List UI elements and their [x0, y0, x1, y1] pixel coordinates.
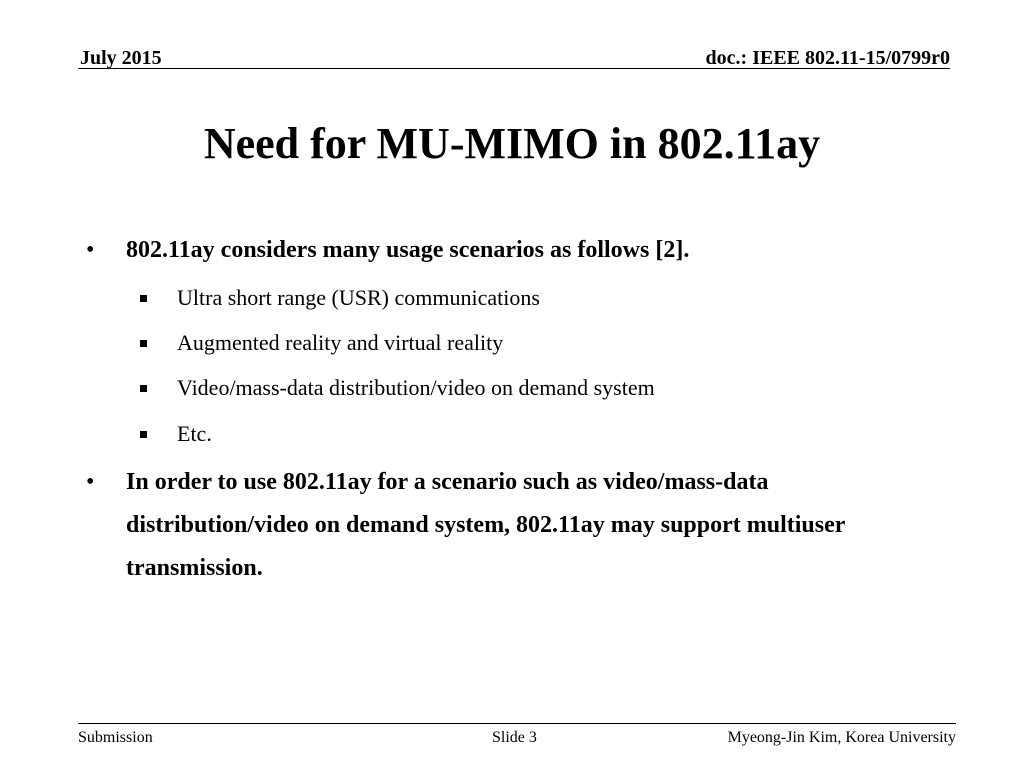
square-bullet-icon: [140, 431, 147, 438]
sub-bullet-text: Video/mass-data distribution/video on demand system: [177, 375, 655, 400]
sub-bullet-text: Etc.: [177, 421, 212, 446]
sub-bullet-item: [140, 374, 900, 402]
footer-slide-number: Slide 3: [492, 729, 537, 746]
sub-bullet-text: Ultra short range (USR) communications: [177, 285, 540, 310]
sub-bullet-item: [140, 420, 900, 448]
sub-bullet-text: Augmented reality and virtual reality: [177, 330, 504, 355]
bullet-item: [86, 229, 916, 272]
header-date: July 2015: [80, 47, 162, 69]
header-doc-id: doc.: IEEE 802.11-15/0799r0: [705, 47, 950, 69]
bullet-mark: •: [86, 469, 95, 495]
square-bullet-icon: [140, 385, 147, 392]
header-divider: [78, 68, 950, 69]
square-bullet-icon: [140, 295, 147, 302]
bullet-text: In order to use 802.11ay for a scenario such as video/mass-data distribution/video on demand system, 802.11ay may support multiuser transmission.: [126, 469, 845, 581]
sub-bullet-item: [140, 329, 900, 357]
square-bullet-icon: [140, 340, 147, 347]
bullet-item: [86, 461, 916, 590]
slide-title: Need for MU-MIMO in 802.11ay: [203, 119, 821, 168]
footer-divider: [78, 723, 956, 724]
footer-submission: Submission: [78, 729, 153, 746]
footer-author: Myeong-Jin Kim, Korea University: [727, 729, 956, 746]
bullet-mark: •: [86, 237, 95, 263]
bullet-text: 802.11ay considers many usage scenarios as follows [2].: [126, 237, 690, 263]
sub-bullet-item: [140, 284, 900, 312]
